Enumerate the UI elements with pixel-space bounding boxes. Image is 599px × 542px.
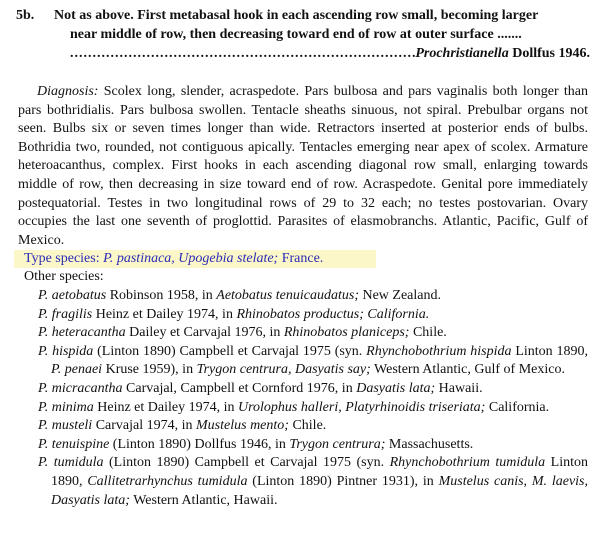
species-item (38, 454, 588, 510)
species-locality: Chile. (412, 325, 447, 341)
type-species-line (24, 250, 323, 269)
species-locality: Western Atlantic, Gulf of Mexico. (374, 362, 565, 378)
species-host: Aetobatus tenuicaudatus; (216, 288, 359, 303)
species-host: Trygon centrura; (289, 436, 386, 452)
species-synonym-authority: Linton 1890, (515, 343, 588, 359)
diagnosis-paragraph (18, 83, 588, 250)
species-name: P. tumidula (38, 455, 104, 471)
species-locality: Chile. (292, 418, 327, 434)
species-item (38, 287, 588, 306)
species-host: Rhinobatos productus; (236, 306, 364, 322)
species-locality: California. (367, 306, 430, 322)
species-item (38, 399, 588, 418)
species-synonym: P. penaei (51, 362, 103, 378)
couplet-result (70, 44, 590, 63)
species-locality: Western Atlantic, Hawaii. (133, 492, 278, 508)
type-species-names: P. pastinaca, Upogebia stelate; (103, 251, 279, 266)
species-authority: Heinz et Dailey 1974, in (97, 399, 235, 415)
species-item (38, 343, 588, 380)
species-authority: Carvajal, Campbell et Cornford 1976, in (126, 380, 353, 396)
diagnosis-label: Diagnosis: (37, 84, 99, 99)
species-synonym: Rhynchobothrium tumidula (389, 455, 546, 471)
species-synonym-authority: (Linton 1890) Pintner 1931), in (252, 473, 434, 489)
species-host: Mustelus mento; (196, 418, 289, 434)
species-name: P. micracantha (38, 380, 123, 396)
species-list (38, 287, 588, 510)
species-name: P. musteli (38, 418, 93, 434)
other-species-label: Other species: (24, 269, 104, 284)
genus-result (415, 44, 590, 63)
species-locality: Hawaii. (438, 380, 483, 396)
species-item (38, 436, 588, 455)
species-authority: Heinz et Dailey 1974, in (95, 306, 233, 322)
type-species-label: Type species: (24, 251, 100, 266)
species-authority: Dailey et Carvajal 1976, in (129, 325, 281, 341)
species-host: Trygon centrura, Dasyatis say; (196, 362, 371, 378)
species-synonym-authority: Kruse 1959), in (105, 362, 194, 378)
species-locality: New Zealand. (362, 288, 442, 303)
couplet-line-1: Not as above. First metabasal hook in each ascending row small, becoming larger (54, 8, 539, 23)
species-item (38, 306, 588, 325)
type-species-locality: France. (281, 251, 324, 266)
species-name: P. aetobatus (38, 288, 107, 303)
species-name: P. heteracantha (38, 325, 126, 341)
genus-authority: Dollfus 1946. (512, 46, 590, 61)
diagnosis-text: Scolex long, slender, acraspedote. Pars bulbosa and pars vaginalis both longer than pars bothridialis. Pars bulbosa swollen. Tentacle sheaths sinuous, not spiral. Prebulbar organs not seen. Bulbs six or seven times longer than wide. Retractors inserted at posterior ends of bulbs. Bothridia two, rounded, not contiguous apically. Tentacles emerging near apex of scolex. Armature heteroacanthus, complex. First hooks in each ascending diagonal row small, enlarging towards middle of row, then decreasing in size toward end of row. Acraspedote. Genital pore immediately postequatorial. Testes in two longitudinal rows of 29 to 32 each; no testes postovarian. Ovary occupies the last one seventh of proglottid. Parasites of elasmobranchs. Atlantic, Pacific, Gulf of Mexico. (18, 84, 589, 248)
species-item (38, 324, 588, 343)
species-authority: Carvajal 1974, in (95, 418, 193, 434)
species-name: P. minima (38, 399, 94, 415)
species-host: Dasyatis lata; (356, 380, 436, 396)
species-locality: California. (488, 399, 550, 415)
species-name: P. tenuispine (38, 436, 110, 452)
species-name: P. fragilis (38, 306, 93, 322)
species-item (38, 417, 588, 436)
species-synonym: Callitetrarhynchus tumidula (87, 473, 248, 489)
species-synonym: Rhynchobothrium hispida (366, 343, 512, 359)
species-authority: Robinson 1958, in (109, 288, 213, 303)
couplet-line-2: near middle of row, then decreasing toward end of row at outer surface ....... (70, 27, 522, 42)
species-item (38, 380, 588, 399)
leader-dots (70, 44, 415, 63)
species-host: Rhinobatos planiceps; (283, 325, 410, 341)
species-host: Mustelus canis, M. laevis, Dasyatis lata; (51, 473, 588, 508)
species-authority: (Linton 1890) Campbell et Carvajal 1975 (syn. (97, 343, 363, 359)
genus-name: Prochristianella (415, 46, 509, 61)
species-authority: (Linton 1890) Dollfus 1946, in (112, 436, 286, 452)
species-locality: Massachusetts. (388, 436, 474, 452)
species-authority: (Linton 1890) Campbell et Carvajal 1975 (syn. (109, 455, 385, 471)
species-name: P. hispida (38, 343, 94, 359)
species-synonym-authority: Linton 1890, (51, 455, 588, 489)
couplet-number: 5b. (16, 8, 35, 23)
species-host: Urolophus halleri, Platyrhinoidis triseriata; (238, 399, 486, 415)
